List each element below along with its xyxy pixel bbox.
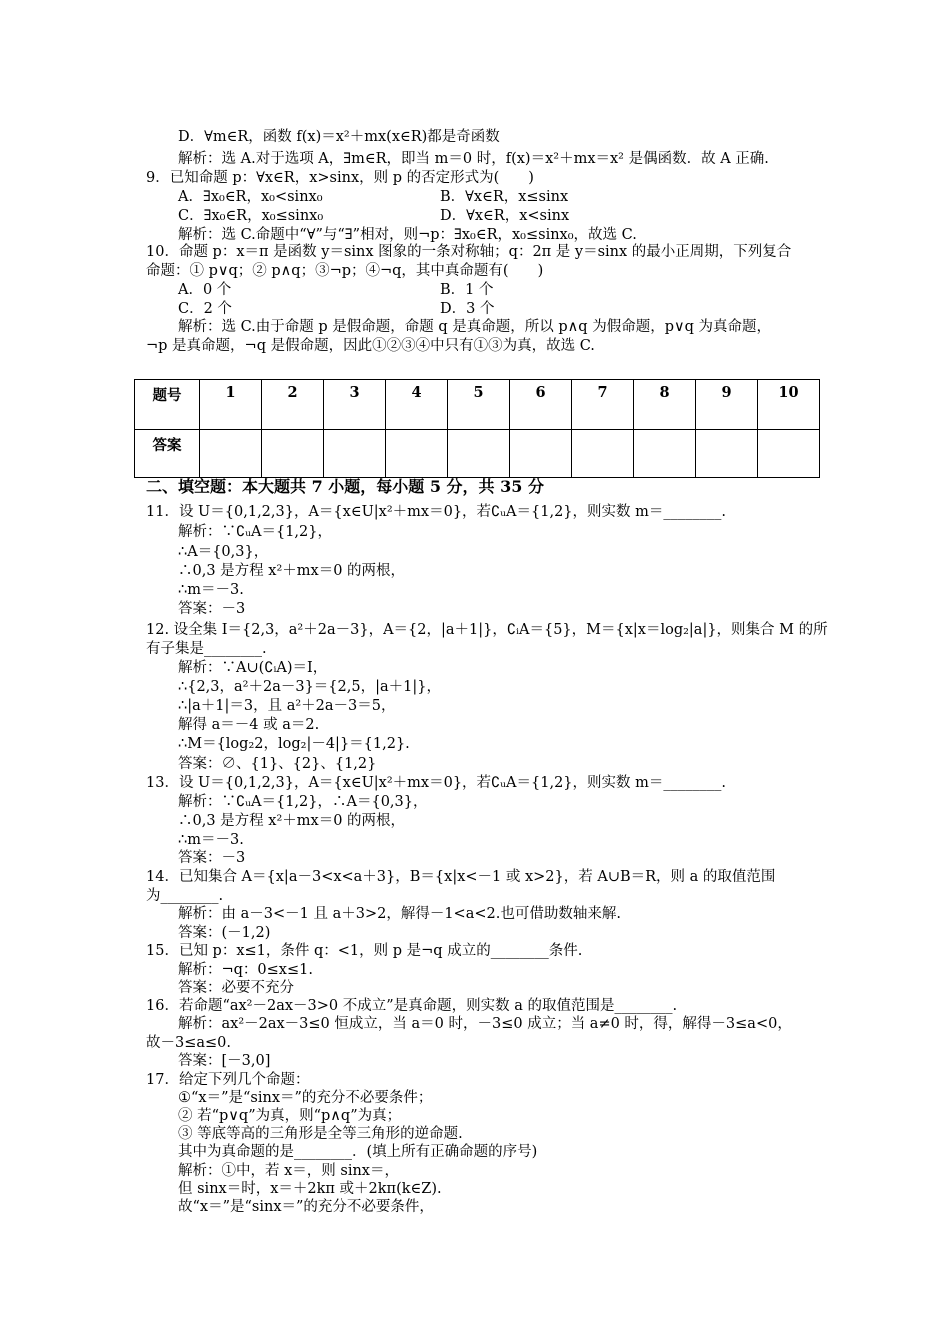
q8-option-d: D．∀m∈R，函数 f(x)＝x²＋mx(x∈R)都是奇函数 <box>178 129 500 145</box>
answer-table-number: 6 <box>510 380 572 430</box>
q17-analysis-line2: 但 sinx＝时，x＝＋2kπ 或＋2kπ(k∈Z). <box>178 1181 442 1197</box>
answer-cell-6[interactable] <box>510 430 572 478</box>
answer-cell-5[interactable] <box>448 430 510 478</box>
q13-analysis-line1: 解析：∵∁ᵤA＝{1,2}，∴A＝{0,3}， <box>178 794 428 810</box>
q10-option-c: C．2 个 <box>178 301 232 317</box>
answer-table-number: 9 <box>696 380 758 430</box>
q12-analysis-line4: 解得 a＝－4 或 a＝2. <box>178 717 320 733</box>
q10-option-b: B．1 个 <box>440 282 494 298</box>
answer-table-number: 10 <box>758 380 820 430</box>
q13-stem: 13．设 U＝{0,1,2,3}，A＝{x∈U|x²＋mx＝0}，若∁ᵤA＝{1,2}，则实数 m＝________. <box>146 775 726 791</box>
q17-proposition-2: ② 若“p∨q”为真，则“p∧q”为真； <box>178 1108 402 1124</box>
q10-analysis-line1: 解析：选 C.由于命题 p 是假命题，命题 q 是真命题，所以 p∧q 为假命题，p∨q 为真命题， <box>178 319 771 335</box>
answer-table <box>134 379 820 478</box>
q17-analysis-line1: 解析：①中，若 x＝，则 sinx＝， <box>178 1163 399 1179</box>
answer-cell-9[interactable] <box>696 430 758 478</box>
q14-stem-line1: 14．已知集合 A＝{x|a－3<x<a＋3}，B＝{x|x<－1 或 x>2}，若 A∪B＝R，则 a 的取值范围 <box>146 869 776 885</box>
answer-cell-10[interactable] <box>758 430 820 478</box>
q8-analysis: 解析：选 A.对于选项 A，∃m∈R，即当 m＝0 时，f(x)＝x²＋mx＝x² 是偶函数．故 A 正确. <box>178 151 769 167</box>
q17-stem: 17．给定下列几个命题： <box>146 1072 310 1088</box>
q17-proposition-3: ③ 等底等高的三角形是全等三角形的逆命题. <box>178 1126 463 1142</box>
q13-analysis-line2: ∴0,3 是方程 x²＋mx＝0 的两根， <box>178 813 406 829</box>
answer-table-number: 5 <box>448 380 510 430</box>
q17-question: 其中为真命题的是________．(填上所有正确命题的序号) <box>178 1144 538 1160</box>
q9-option-d: D．∀x∈R，x<sinx <box>440 208 570 224</box>
section-2-heading: 二、填空题：本大题共 7 小题，每小题 5 分，共 35 分 <box>146 477 544 496</box>
q15-analysis: 解析：¬q：0≤x≤1. <box>178 962 313 978</box>
q16-stem: 16．若命题“ax²－2ax－3>0 不成立”是真命题，则实数 a 的取值范围是________. <box>146 998 678 1014</box>
q14-answer: 答案：(－1,2) <box>178 925 271 941</box>
answer-cell-3[interactable] <box>324 430 386 478</box>
q10-analysis-line2: ¬p 是真命题，¬q 是假命题，因此①②③④中只有①③为真，故选 C. <box>146 338 595 354</box>
answer-table-number: 3 <box>324 380 386 430</box>
answer-table-number: 4 <box>386 380 448 430</box>
q13-analysis-line3: ∴m＝－3. <box>178 832 244 848</box>
q11-analysis-line4: ∴m＝－3. <box>178 582 244 598</box>
answer-table-row2-label: 答案 <box>135 430 200 478</box>
q12-analysis-line2: ∴{2,3，a²＋2a－3}＝{2,5，|a＋1|}， <box>178 679 441 695</box>
q16-analysis-line2: 故－3≤a≤0. <box>146 1035 232 1051</box>
q15-answer: 答案：必要不充分 <box>178 980 294 996</box>
q13-answer: 答案：－3 <box>178 850 246 866</box>
answer-cell-1[interactable] <box>200 430 262 478</box>
q14-analysis: 解析：由 a－3<－1 且 a＋3>2，解得－1<a<2.也可借助数轴来解. <box>178 906 621 922</box>
q11-answer: 答案：－3 <box>178 601 246 617</box>
answer-cell-2[interactable] <box>262 430 324 478</box>
q11-stem: 11．设 U＝{0,1,2,3}，A＝{x∈U|x²＋mx＝0}，若∁ᵤA＝{1,2}，则实数 m＝________. <box>146 504 726 520</box>
q17-proposition-1: ①“x＝”是“sinx＝”的充分不必要条件； <box>178 1090 433 1106</box>
answer-table-number: 2 <box>262 380 324 430</box>
q17-analysis-line3: 故“x＝”是“sinx＝”的充分不必要条件， <box>178 1199 434 1215</box>
q9-option-a: A．∃x₀∈R，x₀<sinx₀ <box>178 189 323 205</box>
answer-table-number: 7 <box>572 380 634 430</box>
q11-analysis-line2: ∴A＝{0,3}， <box>178 544 269 560</box>
q11-analysis-line3: ∴0,3 是方程 x²＋mx＝0 的两根， <box>178 563 406 579</box>
q10-stem-line1: 10．命题 p：x＝π 是函数 y＝sinx 图象的一条对称轴；q：2π 是 y＝sinx 的最小正周期，下列复合 <box>146 244 792 260</box>
q12-stem-line2: 有子集是________. <box>146 641 267 657</box>
q9-stem: 9．已知命题 p：∀x∈R，x>sinx，则 p 的否定形式为( ) <box>146 170 534 186</box>
answer-table-number: 1 <box>200 380 262 430</box>
q9-option-b: B．∀x∈R，x≤sinx <box>440 189 569 205</box>
q12-analysis-line1: 解析：∵A∪(∁ᵢA)＝I， <box>178 660 328 676</box>
q10-option-d: D．3 个 <box>440 301 495 317</box>
q9-option-c: C．∃x₀∈R，x₀≤sinx₀ <box>178 208 324 224</box>
answer-table-row1-label: 题号 <box>135 380 200 430</box>
answer-table-number-row <box>135 380 820 430</box>
q12-answer: 答案：∅、{1}、{2}、{1,2} <box>178 756 377 772</box>
q10-option-a: A．0 个 <box>178 282 232 298</box>
answer-table-answer-row <box>135 430 820 478</box>
q12-analysis-line5: ∴M＝{log₂2，log₂|－4|}＝{1,2}. <box>178 736 410 752</box>
q15-stem: 15．已知 p：x≤1，条件 q：<1，则 p 是¬q 成立的________条件. <box>146 943 583 959</box>
q10-stem-line2: 命题：① p∨q；② p∧q；③¬p；④¬q，其中真命题有( ) <box>146 263 544 279</box>
answer-table-number: 8 <box>634 380 696 430</box>
q14-stem-line2: 为________. <box>146 888 224 904</box>
q12-analysis-line3: ∴|a＋1|＝3，且 a²＋2a－3＝5， <box>178 698 396 714</box>
q11-analysis-line1: 解析：∵∁ᵤA＝{1,2}， <box>178 524 332 540</box>
answer-cell-4[interactable] <box>386 430 448 478</box>
q16-analysis-line1: 解析：ax²－2ax－3≤0 恒成立，当 a＝0 时，－3≤0 成立；当 a≠0 时，得，解得－3≤a<0， <box>178 1016 792 1032</box>
q12-stem-line1: 12. 设全集 I＝{2,3，a²＋2a－3}，A＝{2，|a＋1|}，∁ᵢA＝{5}，M＝{x|x＝log₂|a|}，则集合 M 的所 <box>146 622 828 638</box>
answer-cell-8[interactable] <box>634 430 696 478</box>
q16-answer: 答案：[－3,0] <box>178 1053 271 1069</box>
q9-analysis: 解析：选 C.命题中“∀”与“∃”相对，则¬p：∃x₀∈R，x₀≤sinx₀，故选 C. <box>178 227 637 243</box>
answer-cell-7[interactable] <box>572 430 634 478</box>
